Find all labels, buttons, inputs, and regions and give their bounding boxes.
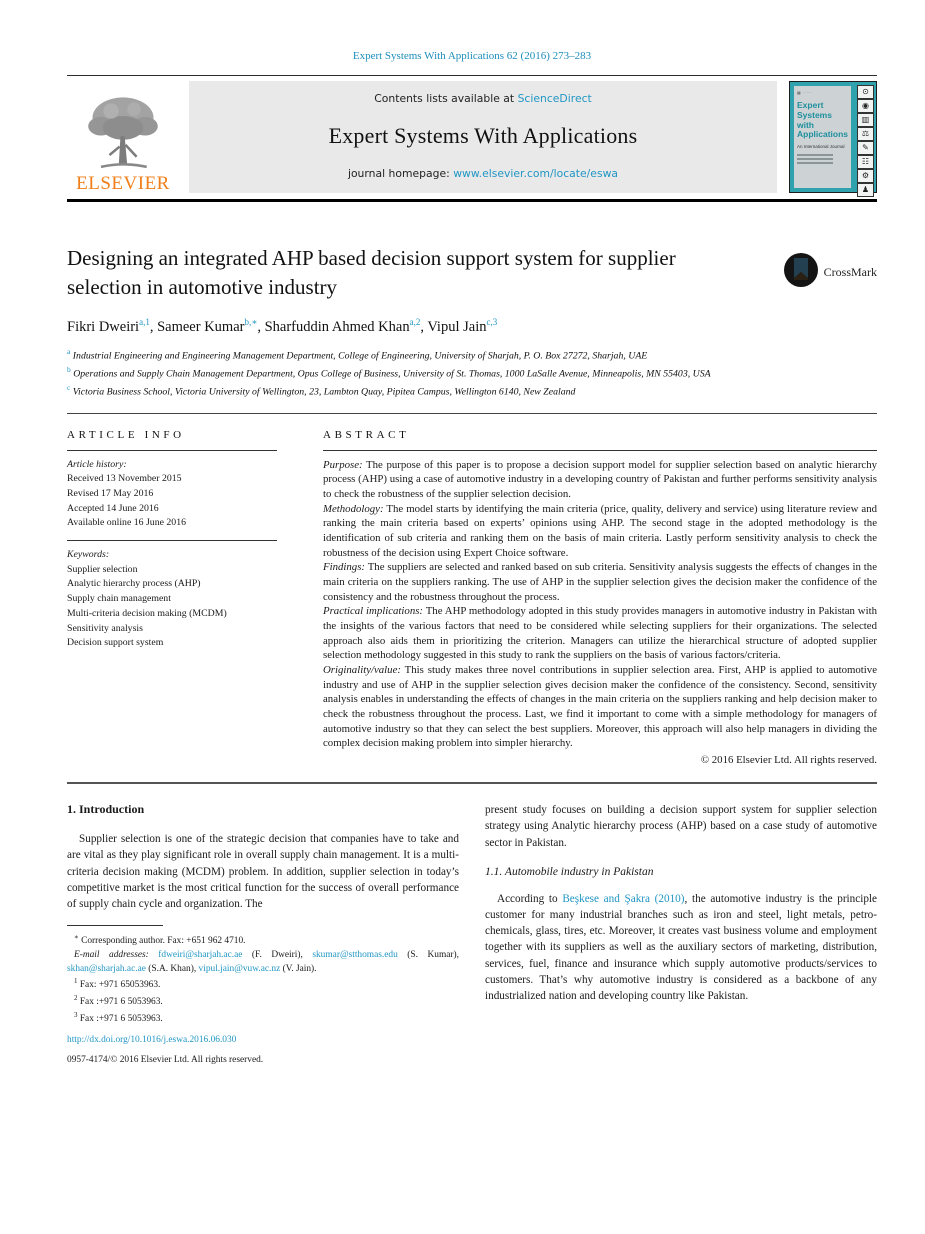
email-link[interactable]: fdweiri@sharjah.ac.ae bbox=[158, 949, 243, 960]
issn-rights-line: 0957-4174/© 2016 Elsevier Ltd. All rights reserved. bbox=[67, 1054, 264, 1065]
affiliation: $^b$ Operations and Supply Chain Management Department, Opus College of Business, University of St. Thomas, 1000 LaSalle Avenue, Minneapolis, MN 55403, USA bbox=[67, 364, 711, 379]
keyword-item: Multi-criteria decision making (MCDM) bbox=[67, 607, 227, 619]
email-link[interactable]: skumar@stthomas.edu bbox=[312, 949, 398, 960]
affiliation: $^c$ Victoria Business School, Victoria University of Wellington, 23, Lambton Quay, Pipitea Campus, Wellington 6140, New Zealand bbox=[67, 382, 576, 397]
doi-link[interactable]: http://dx.doi.org/10.1016/j.eswa.2016.06.030 bbox=[67, 1035, 237, 1046]
author: Sameer Kumar$^{b,∗}$, bbox=[157, 316, 265, 335]
contents-line bbox=[199, 92, 767, 105]
homepage-line bbox=[199, 167, 767, 180]
cover-icon: ⊙ bbox=[857, 85, 874, 99]
cover-icon: ⚖ bbox=[857, 127, 874, 141]
author: Fikri Dweiri$^{a,1}$, bbox=[67, 316, 158, 335]
abstract-section: Practical implications: The AHP methodology adopted in this study provides managers in automotive industry in Pakistan with the insights of the various factors that need to be considered while selecting suppliers for their organizations. The selected approach also aids them in prioritizing the criterion. Managers can utilize the hierarchical structure of adopted supplier selection methodology suggested in this study to rank the suppliers on the basis of various factors/criteria. bbox=[323, 605, 877, 662]
body-left-column bbox=[67, 802, 459, 1074]
cover-icon: ◉ bbox=[857, 99, 874, 113]
author: Sharfuddin Ahmed Khan$^{a,2}$, bbox=[264, 316, 428, 335]
contents-prefix: Contents lists available at bbox=[374, 92, 518, 105]
abstract-panel bbox=[323, 429, 877, 766]
fax-note: $^3$ Fax :+971 6 5053963. bbox=[74, 1010, 163, 1024]
abstract-section: Originality/value: This study makes three novel contributions in supplier selection area. First, AHP is applied to automotive industry and use of AHP in the supplier selection gives decision maker the confidence of the consistency. Second, sensitivity analysis enables in understanding the effects of changes in the main criteria on the suppliers ranking and help decision maker to check the robustness throughout the process. Last, we find it important to come with a simple methodology for managers of automotive industry so that they can select the best suppliers. Moreover, this approach will also help managers in dividing the complex decision making problem into simpler hierarchy. bbox=[323, 664, 877, 750]
article-info-rule bbox=[67, 450, 277, 451]
abstract-heading: ABSTRACT bbox=[323, 428, 410, 441]
footnotes bbox=[67, 925, 459, 1065]
cover-icon: ▥ bbox=[857, 113, 874, 127]
journal-homepage-link[interactable]: www.elsevier.com/locate/eswa bbox=[453, 167, 619, 180]
fax-note: $^1$ Fax: +971 65053963. bbox=[74, 977, 161, 991]
keywords-rule bbox=[67, 540, 277, 541]
history-item: Available online 16 June 2016 bbox=[67, 517, 186, 529]
page-title: Designing an integrated AHP based decision support system for supplier selection in automotive industry bbox=[67, 246, 676, 299]
history-item: Accepted 14 June 2016 bbox=[67, 502, 159, 514]
fax-note: $^2$ Fax :+971 6 5053963. bbox=[74, 993, 163, 1008]
keyword-item: Supplier selection bbox=[67, 563, 138, 575]
email-link[interactable]: vipul.jain@vuw.ac.nz bbox=[198, 963, 281, 974]
cover-publisher-mark: ▦ ····· bbox=[797, 90, 812, 95]
section-heading-introduction: 1. Introduction bbox=[67, 802, 145, 817]
cover-icon: ♟ bbox=[857, 183, 874, 197]
cover-icon: ✎ bbox=[857, 141, 874, 155]
corresponding-author-note: ∗ Corresponding author. Fax: +651 962 4710. bbox=[74, 933, 246, 947]
history-item: Received 13 November 2015 bbox=[67, 473, 182, 485]
keyword-item: Sensitivity analysis bbox=[67, 622, 143, 634]
masthead bbox=[67, 81, 877, 193]
author: Vipul Jain$^{c,3}$ bbox=[427, 316, 498, 335]
keyword-item: Supply chain management bbox=[67, 593, 171, 605]
copyright-line: © 2016 Elsevier Ltd. All rights reserved. bbox=[700, 754, 877, 767]
abstract-section: Methodology: The model starts by identifying the main criteria (price, quality, delivery and service) using literature review and ranking the main criteria based on experts’ opinions using AHP. The second stage in the adopted methodology is the identification of sub criteria and ranking them on the basis of main criteria. Lastly perform sensitivity analysis to check the robustness of the decision using Expert Choice software. bbox=[323, 502, 877, 559]
affiliation: $^a$ Industrial Engineering and Engineering Management Department, College of Engineering, University of Sharjah, P. O. Box 27272, Sharjah, UAE bbox=[67, 346, 648, 362]
elsevier-logo[interactable] bbox=[67, 81, 179, 193]
cover-panel bbox=[794, 86, 851, 188]
cover-icon-strip bbox=[857, 85, 874, 194]
citation-link[interactable]: Beşkese and Şakra (2010) bbox=[562, 892, 685, 905]
author-list bbox=[67, 317, 877, 336]
homepage-prefix: journal homepage: bbox=[347, 167, 454, 180]
article-info-heading: ARTICLE INFO bbox=[67, 428, 185, 441]
article-info-panel bbox=[67, 429, 277, 766]
keyword-item: Decision support system bbox=[67, 637, 164, 649]
abstract-bottom-rule bbox=[67, 782, 877, 784]
journal-banner bbox=[189, 81, 777, 193]
cover-subtitle: An International Journal bbox=[797, 144, 845, 150]
body-right-column bbox=[485, 802, 877, 1074]
subsection-heading-automobile-industry: 1.1. Automobile industry in Pakistan bbox=[485, 865, 654, 878]
intro-paragraph: Supplier selection is one of the strategic decision that companies have to take and are vital as they play significant role in overall supply chain management. It is a multi-criteria decision making (MCDM) problem. In addition, supplier selection in today’s competitive market is the most critical function for the success of overall performance of supply chain cycle and organization. The bbox=[67, 833, 459, 910]
masthead-bottom-rule bbox=[67, 199, 877, 202]
intro-continuation-paragraph: present study focuses on building a decision support system for supplier selection strategy using Analytic hierarchy process (AHP) based on a case study of automotive sector in Pakistan. bbox=[485, 804, 877, 849]
automobile-industry-paragraph: According to Beşkese and Şakra (2010), the automotive industry is the principle customer for many industrial branches such as iron and steel, light metals, petro-chemicals, glass, tires, etc. Moreover, it creates vast business volume and employment together with its suppliers as well as the auxiliary sectors of marketing, distribution, services, fuel, finance and insurance which supply automotive products/services to customers. That’s why automotive industry is considered as a backbone of any industrialized nation and developing country like Pakistan. bbox=[485, 892, 877, 1003]
journal-reference-line: Expert Systems With Applications 62 (2016) 273–283 bbox=[352, 50, 592, 62]
keywords-label: Keywords: bbox=[67, 549, 110, 561]
affiliations bbox=[67, 346, 877, 400]
article-history-label: Article history: bbox=[67, 458, 127, 470]
abstract-section: Findings: The suppliers are selected and ranked based on sub criteria. Sensitivity analysis suggests the effects of changes in the main criteria on the suppliers ranking. The use of AHP in the supplier selection gives the decision maker the confidence of the consistency and the robustness throughout the process. bbox=[323, 561, 877, 603]
cover-icon: ☷ bbox=[857, 155, 874, 169]
cover-title: Expert Systems with Applications bbox=[797, 100, 849, 140]
cover-editor-text-bars bbox=[797, 154, 848, 164]
cover-icon: ⚙ bbox=[857, 169, 874, 183]
email-addresses-note: E-mail addresses: fdweiri@sharjah.ac.ae (F. Dweiri), skumar@stthomas.edu (S. Kumar), skhan@sharjah.ac.ae (S.A. Khan), vipul.jain@vuw.ac.nz (V. Jain). bbox=[67, 949, 459, 974]
crossmark-icon bbox=[783, 252, 819, 293]
keyword-item: Analytic hierarchy process (AHP) bbox=[67, 578, 201, 590]
elsevier-tree-icon bbox=[80, 94, 166, 172]
elsevier-wordmark: ELSEVIER bbox=[76, 173, 170, 194]
doi-line bbox=[67, 1035, 459, 1045]
journal-cover-thumbnail[interactable] bbox=[789, 81, 877, 193]
journal-title: Expert Systems With Applications bbox=[328, 123, 638, 148]
email-link[interactable]: skhan@sharjah.ac.ae bbox=[67, 963, 146, 974]
top-rule bbox=[67, 75, 877, 76]
abstract-rule bbox=[323, 450, 877, 451]
history-item: Revised 17 May 2016 bbox=[67, 488, 154, 499]
sciencedirect-link[interactable]: ScienceDirect bbox=[517, 92, 592, 105]
abstract-section: Purpose: The purpose of this paper is to propose a decision support model for supplier selection based on analytic hierarchy process (AHP) using a case of automotive industry in a developing country of Pakistan and further performs sensitivity analysis to check the robustness of the supplier selection decision. bbox=[323, 458, 877, 500]
crossmark-label: CrossMark bbox=[823, 265, 877, 279]
crossmark-badge[interactable] bbox=[783, 252, 877, 293]
footnote-rule bbox=[67, 925, 163, 926]
